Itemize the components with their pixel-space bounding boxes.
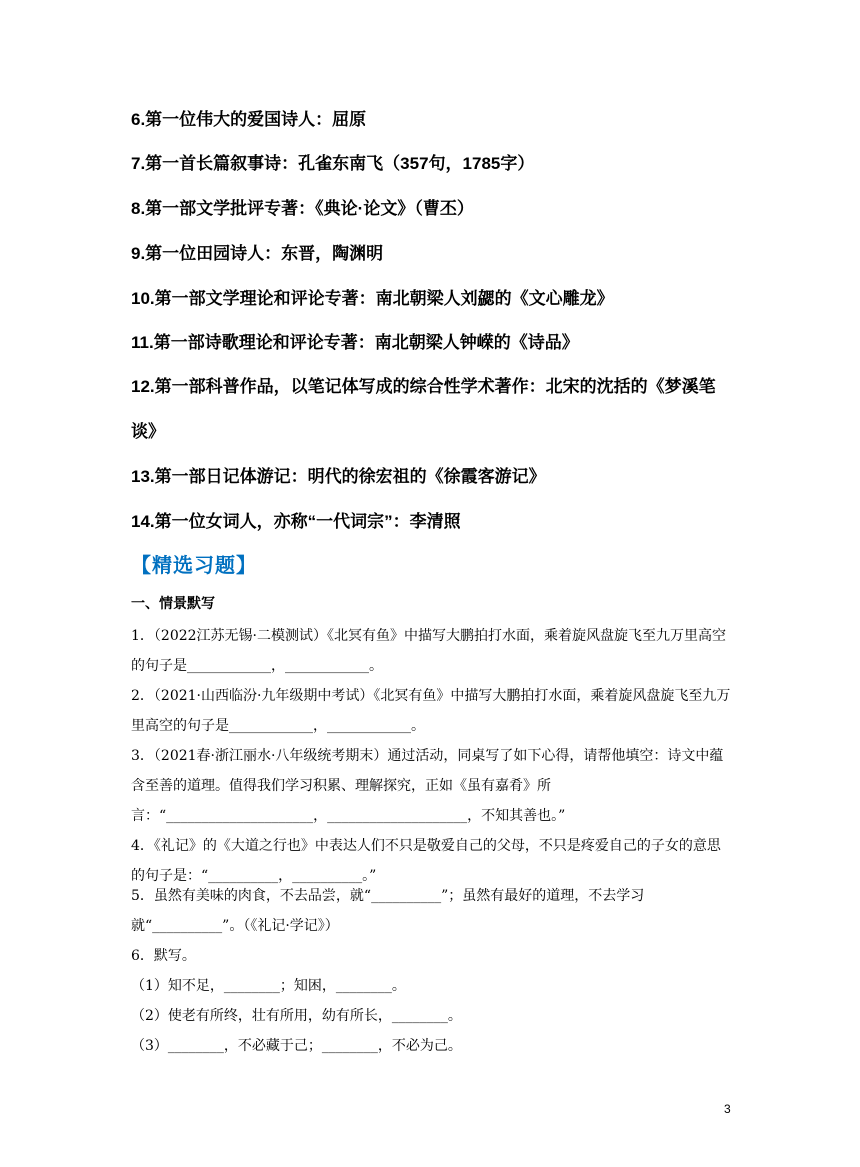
fact-8: 8.第一部文学批评专著：《典论·论文》（曹丕） (131, 199, 474, 218)
fact-13: 13.第一部日记体游记：明代的徐宏祖的《徐霞客游记》 (131, 467, 546, 486)
fact-9: 9.第一位田园诗人：东晋，陶渊明 (131, 244, 384, 263)
fact-14: 14.第一位女词人，亦称“一代词宗”：李清照 (131, 512, 461, 531)
question-5: 5．虽然有美味的肉食，不去品尝，就“__________”；虽然有最好的道理，不去学习就“__________”。（《礼记·学记》） (131, 888, 645, 934)
fact-11: 11.第一部诗歌理论和评论专著：南北朝梁人钟嵘的《诗品》 (131, 333, 579, 352)
question-3: 3．（2021春·浙江丽水·八年级统考期末）通过活动，同桌写了如下心得，请帮他填空：诗文中蕴含至善的道理。值得我们学习积累、理解探究，正如《虽有嘉肴》所言：“_____________________，____________________，不知其善也。” (131, 748, 724, 824)
section-title: 【精选习题】 (131, 553, 257, 577)
fact-6: 6.第一位伟大的爱国诗人：屈原 (131, 110, 367, 129)
fact-7: 7.第一首长篇叙事诗：孔雀东南飞（357句，1785字） (131, 154, 535, 173)
question-6-2: （2）使老有所终，壮有所用，幼有所长，________。 (131, 1008, 462, 1024)
fact-12: 12.第一部科普作品，以笔记体写成的综合性学术著作：北宋的沈括的《梦溪笔谈》 (131, 377, 716, 441)
sub-title: 一、情景默写 (131, 596, 215, 612)
question-4: 4．《礼记》的《大道之行也》中表达人们不只是敬爱自己的父母，不只是疼爱自己的子女的意思的句子是：“__________，__________。” (131, 838, 721, 884)
question-6-3: （3）________，不必藏于己；________，不必为己。 (131, 1038, 462, 1054)
question-6-1: （1）知不足，________；知困，________。 (131, 978, 406, 994)
page-number: 3 (724, 1102, 731, 1116)
question-1: 1．（2022江苏无锡·二模测试）《北冥有鱼》中描写大鹏拍打水面，乘着旋风盘旋飞至九万里高空的句子是____________，____________。 (131, 628, 726, 674)
question-6: 6．默写。 (131, 948, 196, 964)
question-2: 2．（2021·山西临汾·九年级期中考试）《北冥有鱼》中描写大鹏拍打水面，乘着旋风盘旋飞至九万里高空的句子是____________，____________。 (131, 688, 731, 734)
fact-10: 10.第一部文学理论和评论专著：南北朝梁人刘勰的《文心雕龙》 (131, 289, 614, 308)
